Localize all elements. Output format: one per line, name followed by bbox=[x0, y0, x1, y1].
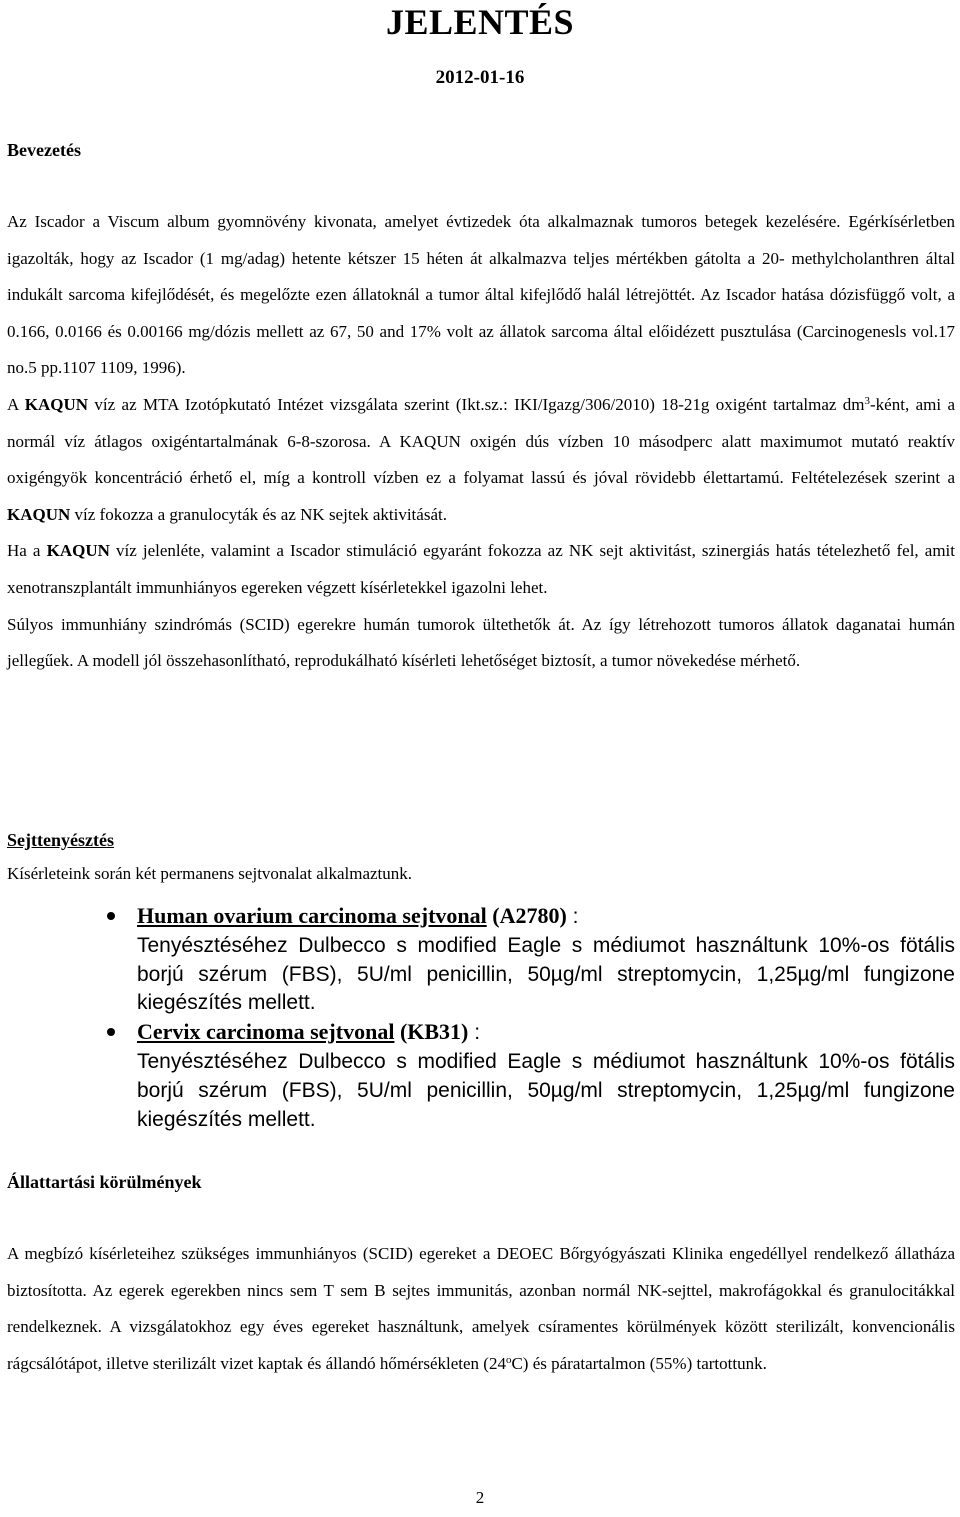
text-run: (KB31) bbox=[394, 1019, 469, 1045]
page-title: JELENTÉS bbox=[385, 2, 575, 42]
text-run: víz az MTA Izotópkutató Intézet vizsgálata szerint (Ikt.sz.: IKI/Igazg/306/2010) 18-21g oxigént tartalmaz dm bbox=[88, 394, 865, 414]
cell-line-description: Tenyésztéséhez Dulbecco s modified Eagle s médiumot használtunk 10%-os fötális borjú szérum (FBS), 5U/ml penicillin, 50µg/ml streptomycin, 1,25µg/ml fungizone kiegészítés mellett. bbox=[137, 1049, 955, 1131]
text-run: Human ovarium carcinoma sejtvonal bbox=[137, 903, 487, 928]
cell-line-name bbox=[137, 903, 567, 928]
intro-paragraph-3 bbox=[7, 533, 955, 606]
text-run: (A2780) bbox=[486, 903, 567, 928]
text-run: víz fokozza a granulocyták és az NK sejtek aktivitását. bbox=[70, 504, 447, 524]
text-run: A megbízó kísérleteihez szükséges immunhiányos (SCID) egereket a DEOEC Bőrgyógyászati Klinika engedéllyel rendelkező állatháza biztosította. Az egerek egerekben nincs sem T sem B sejtes immunitás, azonban normál NK-sejttel, makrofágokkal és granulocitákkal rendelkeznek. A vizsgálatokhoz egy éves egereket használtunk, amelyek csíramentes körülmények között sterilizált, konvencionális rágcsálótápot, illetve sterilizált vizet kaptak és állandó hőmérsékleten (24 bbox=[7, 1244, 955, 1373]
animals-body bbox=[7, 1236, 955, 1382]
report-date: 2012-01-16 bbox=[435, 67, 525, 88]
cells-intro: Kísérleteink során két permanens sejtvonalat alkalmaztunk. bbox=[7, 864, 413, 883]
bullet-icon bbox=[107, 1028, 115, 1036]
superscript: o bbox=[505, 1353, 512, 1366]
bullet-icon bbox=[107, 912, 115, 920]
list-item bbox=[107, 1018, 955, 1134]
section-heading-intro: Bevezetés bbox=[7, 140, 81, 160]
intro-paragraph-4: Súlyos immunhiány szindrómás (SCID) egerekre humán tumorok ültethetők át. Az így létrehozott tumoros állatok daganatai humán jellegűek. A modell jól összehasonlítható, reprodukálható kísérleti lehetőséget biztosít, a tumor növekedése mérhető. bbox=[7, 614, 955, 671]
text-run: : bbox=[566, 905, 579, 928]
text-run: Cervix carcinoma sejtvonal bbox=[137, 1019, 395, 1045]
page-number: 2 bbox=[475, 1488, 485, 1507]
text-run: : bbox=[468, 1021, 481, 1045]
kaqun-brand: KAQUN bbox=[24, 394, 89, 414]
section-heading-cells: Sejttenyésztés bbox=[7, 830, 114, 850]
cell-line-list bbox=[107, 902, 955, 1134]
text-run: C) és páratartalmon (55%) tartottunk. bbox=[511, 1353, 767, 1373]
cell-line-name bbox=[137, 1019, 468, 1044]
intro-paragraph-1: Az Iscador a Viscum album gyomnövény kivonata, amelyet évtizedek óta alkalmaznak tumoros betegek kezelésére. Egérkísérletben igazolták, hogy az Iscador (1 mg/adag) hetente kétszer 15 héten át alkalmazva teljes mértékben gátolta a 20- methylcholanthren által indukált sarcoma kifejlődését, és megelőzte ezen állatoknál a tumor által kifejlődő halál létrejöttét. Az Iscador hatása dózisfüggő volt, a 0.166, 0.0166 és 0.00166 mg/dózis mellett az 67, 50 and 17% volt az állatok sarcoma által előidézett pusztulása (Carcinogenesls vol.17 no.5 pp.1107 1109, 1996). bbox=[7, 212, 955, 378]
intro-body bbox=[7, 204, 955, 680]
superscript: 3 bbox=[864, 394, 871, 407]
text-run: Ha a bbox=[7, 541, 47, 561]
kaqun-brand: KAQUN bbox=[7, 504, 71, 524]
text-run: A bbox=[7, 394, 25, 414]
text-run: víz jelenléte, valamint a Iscador stimuláció egyaránt fokozza az NK sejt aktivitást, szinergiás hatás tételezhető fel, amit xenotranszplantált immunhiányos egereken végzett kísérletekkel igazolni lehet. bbox=[7, 541, 955, 597]
section-heading-animals: Állattartási körülmények bbox=[7, 1172, 202, 1192]
animals-paragraph bbox=[7, 1236, 955, 1382]
intro-paragraph-2 bbox=[7, 387, 955, 533]
text-run: -ként, ami a normál víz átlagos oxigéntartalmának 6-8-szorosa. A KAQUN oxigén dús vízben 10 másodperc alatt maximumot mutató reaktív oxigéngyök koncentráció érhető el, míg a kontroll vízben ez a folyamat lassú és jóval rövidebb élettartamú. Feltételezések szerint a bbox=[7, 394, 955, 488]
list-item bbox=[107, 902, 955, 1018]
kaqun-brand: KAQUN bbox=[46, 541, 110, 561]
cell-line-description: Tenyésztéséhez Dulbecco s modified Eagle s médiumot használtunk 10%-os fötális borjú szérum (FBS), 5U/ml penicillin, 50µg/ml streptomycin, 1,25µg/ml fungizone kiegészítés mellett. bbox=[137, 933, 955, 1015]
